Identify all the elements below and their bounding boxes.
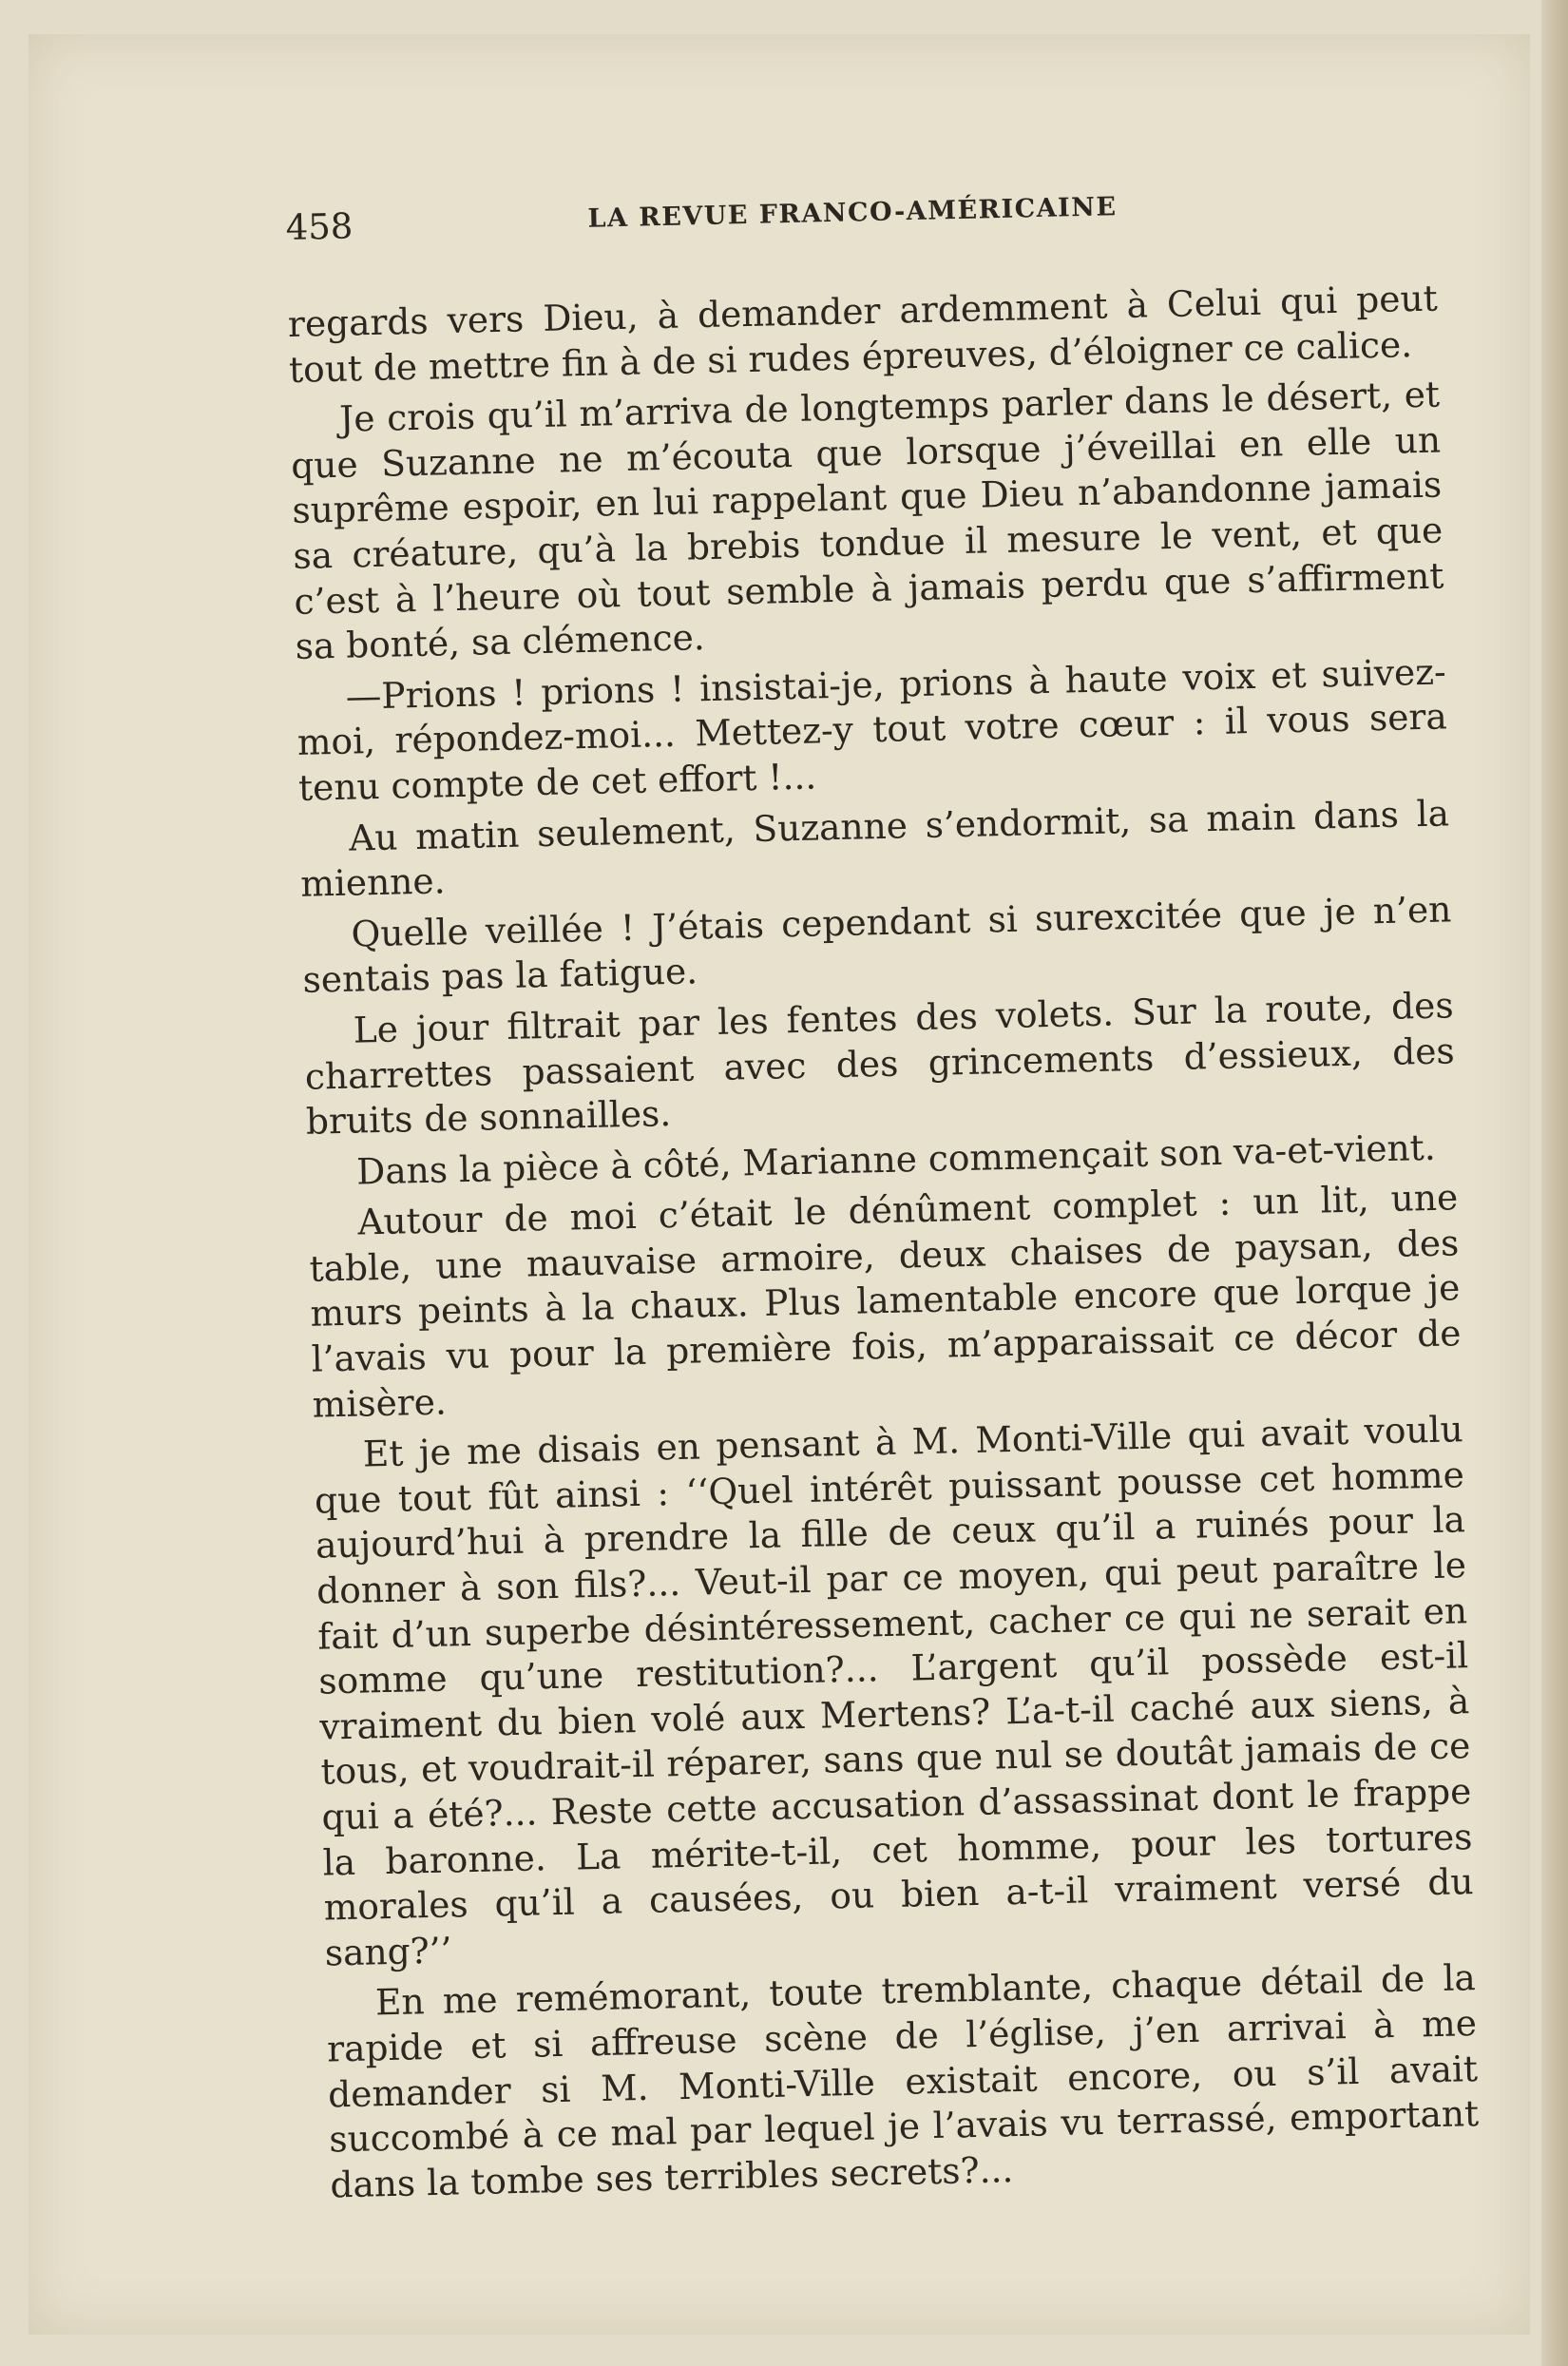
body-text [287, 277, 1480, 2208]
journal-title: LA REVUE FRANCO-AMÉRICAINE [587, 192, 1118, 234]
paragraph: Au matin seulement, Suzanne s’endormit, sa main dans la mienne. [299, 791, 1450, 905]
paragraph: regards vers Dieu, à demander ardemment à Celui qui peut tout de mettre fin à de si rudes épreuves, d’éloigner ce calice. [287, 277, 1439, 391]
paragraph: Autour de moi c’était le dénûment complet : un lit, une table, une mauvaise armoire, deux chaises de paysan, des murs peints à la chaux. Plus lamentable encore que lorque je l’avais vu pour la première fois, m’apparaissait ce décor de misère. [309, 1176, 1462, 1426]
paragraph: Quelle veillée ! J’étais cependant si surexcitée que je n’en sentais pas la fatigue. [302, 888, 1452, 1002]
paragraph: Le jour filtrait par les fentes des volets. Sur la route, des charrettes passaient avec des grincements d’essieux, des bruits de sonnailles. [304, 984, 1456, 1143]
page-number: 458 [285, 205, 354, 248]
paragraph: Et je me disais en pensant à M. Monti-Ville qui avait voulu que tout fût ainsi : ‘‘Quel intérêt puissant pousse cet homme aujourd’hui à prendre la fille de ceux qu’il a ruinés pour la donner à son fils?... Veut-il par ce moyen, qui peut paraître le fait d’un superbe désintéressement, cacher ce qui ne serait en somme qu’une restitution?... L’argent qu’il possède est-il vraiment du bien volé aux Mertens? L’a-t-il caché aux siens, à tous, et voudrait-il réparer, sans que nul se doutât jamais de ce qui a été?... Reste cette accusation d’assassinat dont le frappe la baronne. La mérite-t-il, cet homme, pour les tortures morales qu’il a causées, ou bien a-t-il vraiment versé du sang?’’ [314, 1408, 1474, 1974]
page-content [285, 174, 1481, 2214]
paragraph: En me remémorant, toute tremblante, chaque détail de la rapide et si affreuse scène de l’église, j’en arrivai à me demander si M. Monti-Ville existait encore, ou s’il avait succombé à ce mal par lequel je l’avais vu terrassé, emportant dans la tombe ses terribles secrets?... [326, 1956, 1480, 2206]
paragraph: Je crois qu’il m’arriva de longtemps parler dans le désert, et que Suzanne ne m’écouta que lorsque j’éveillai en elle un suprême espoir, en lui rappelant que Dieu n’abandonne jamais sa créature, qu’à la brebis tondue il mesure le vent, et que c’est à l’heure où tout semble à jamais perdu que s’affirment sa bonté, sa clémence. [290, 373, 1444, 668]
page-edge-shadow [1541, 0, 1568, 2366]
paragraph: Dans la pièce à côté, Marianne commençait son va-et-vient. [355, 1125, 1437, 1193]
paragraph: —Prions ! prions ! insistai-je, prions à haute voix et suivez-moi, répondez-moi... Mettez-y tout votre cœur : il vous sera tenu compte de cet effort !... [296, 650, 1448, 809]
